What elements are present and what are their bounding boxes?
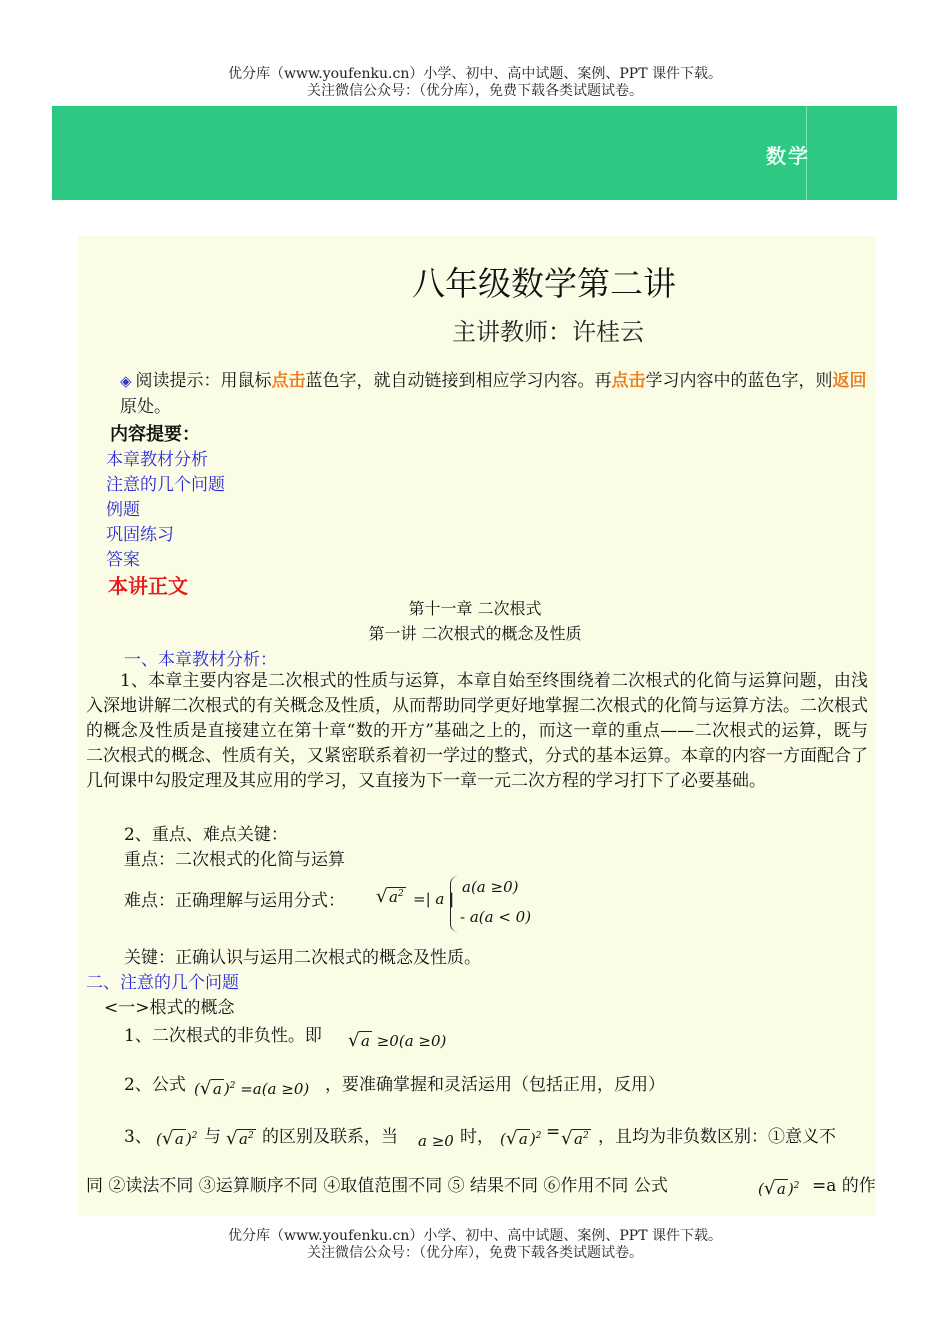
item-3-equals: = <box>546 1122 561 1142</box>
footer-line-2: 关注微信公众号：（优分库），免费下载各类试题试卷。 <box>307 1245 643 1261</box>
teacher-line: 主讲教师：许桂云 <box>452 318 644 346</box>
footer-note <box>0 1228 950 1262</box>
item-3-when: 时， <box>460 1127 494 1147</box>
section-2-title[interactable]: 二、注意的几个问题 <box>86 973 239 993</box>
formula-abs: =| a | <box>413 890 455 908</box>
item-3-text: 的区别及联系，当 <box>262 1127 398 1147</box>
outline-link-exercises[interactable]: 巩固练习 <box>106 525 174 545</box>
difficulty-label: 难点：正确理解与运用分式： <box>124 891 345 911</box>
footer-line-1: 优分库（www.youfenku.cn）小学、初中、高中试题、案例、PPT 课件下载。 <box>227 1228 722 1244</box>
section-1-title[interactable]: 一、本章教材分析： <box>124 650 277 670</box>
tip-back: 返回 <box>832 371 867 391</box>
outline-link-examples[interactable]: 例题 <box>106 500 140 520</box>
reading-tip <box>120 368 870 420</box>
item-2-tail: ，要准确掌握和灵活运用（包括正用，反用） <box>325 1075 665 1095</box>
item-2-text: 2、公式 <box>124 1075 186 1095</box>
item-1-text: 1、二次根式的非负性。即 <box>124 1026 322 1046</box>
tip-text: 阅读提示：用鼠标 <box>135 371 272 391</box>
item-3-condition: a ≥0 <box>418 1132 454 1150</box>
formula-case-1: a(a ≥0) <box>462 878 519 896</box>
body-title: 本讲正文 <box>108 574 188 598</box>
tip-text: 原处。 <box>120 397 171 417</box>
chapter-heading: 第十一章 二次根式 <box>408 599 542 618</box>
outline-link-notes[interactable]: 注意的几个问题 <box>106 475 225 495</box>
item-3-tail: ，且均为非负数区别：①意义不 <box>598 1127 836 1147</box>
header-line-1: 优分库（www.youfenku.cn）小学、初中、高中试题、案例、PPT 课件下载。 <box>227 66 722 82</box>
section-1-paragraph: 1、本章主要内容是二次根式的性质与运算，本章自始至终围绕着二次根式的化简与运算问题，由浅入深地讲解二次根式的有关概念及性质，从而帮助同学更好地掌握二次根式的化简与运算方法。二次根式的概念及性质是直接建立在第十章“数的开方”基础之上的，而这一章的重点——二次根式的运算，既与二次根式的概念、性质有关，又紧密联系着初一学过的整式，分式的基本运算。本章的内容一方面配合了几何课中勾股定理及其应用的学习，又直接为下一章一元二次方程的学习打下了必要基础。 <box>86 671 868 791</box>
item-3-and: 与 <box>204 1127 221 1147</box>
formula-case-2: - a(a < 0) <box>460 908 532 926</box>
key-line: 关键：正确认识与运用二次根式的概念及性质。 <box>124 948 481 968</box>
key-point: 重点：二次根式的化简与运算 <box>124 850 345 870</box>
item-3-formula-e: (√ a )$^2$ <box>758 1180 799 1198</box>
banner-subject: 数学 <box>766 144 810 168</box>
subsection-1: <一>根式的概念 <box>104 998 235 1018</box>
outline-title: 内容提要： <box>110 424 200 445</box>
item-3-formula-b: √ $a^2$ <box>226 1130 256 1148</box>
diamond-icon: ◈ <box>120 372 132 390</box>
tip-text: 学习内容中的蓝色字，则 <box>645 371 833 391</box>
item-3-line-2: 同 ②读法不同 ③运算顺序不同 ④取值范围不同 ⑤ 结果不同 ⑥作用不同 公式 <box>86 1176 668 1196</box>
item-3-formula-d: √ $a^2$ <box>561 1130 591 1148</box>
section-1-item-2: 2、重点、难点关键： <box>124 825 288 845</box>
outline-link-analysis[interactable]: 本章教材分析 <box>106 450 208 470</box>
item-3-formula-c: (√ a )$^2$ <box>500 1130 541 1148</box>
item-3-number: 3、 <box>124 1127 152 1147</box>
item-2-formula: (√ a )$^2$ =a(a ≥0) <box>194 1080 309 1098</box>
header-line-2: 关注微信公众号：（优分库），免费下载各类试题试卷。 <box>307 83 643 99</box>
lecture-heading: 第一讲 二次根式的概念及性质 <box>368 624 582 643</box>
document-title: 八年级数学第二讲 <box>412 264 676 303</box>
formula-brace <box>450 876 459 932</box>
item-1-formula: √ a ≥0(a ≥0) <box>348 1032 446 1050</box>
tip-text: 蓝色字，就自动链接到相应学习内容。再 <box>305 371 612 391</box>
item-3-formula-a: (√ a )$^2$ <box>156 1130 197 1148</box>
item-3-line-2-tail: =a 的作 <box>812 1176 876 1196</box>
tip-click: 点击 <box>611 371 646 391</box>
header-note <box>0 66 950 100</box>
outline-link-answers[interactable]: 答案 <box>106 550 140 570</box>
tip-click: 点击 <box>271 371 306 391</box>
formula-sqrt-a-squared: √ $a^2$ <box>376 888 406 906</box>
